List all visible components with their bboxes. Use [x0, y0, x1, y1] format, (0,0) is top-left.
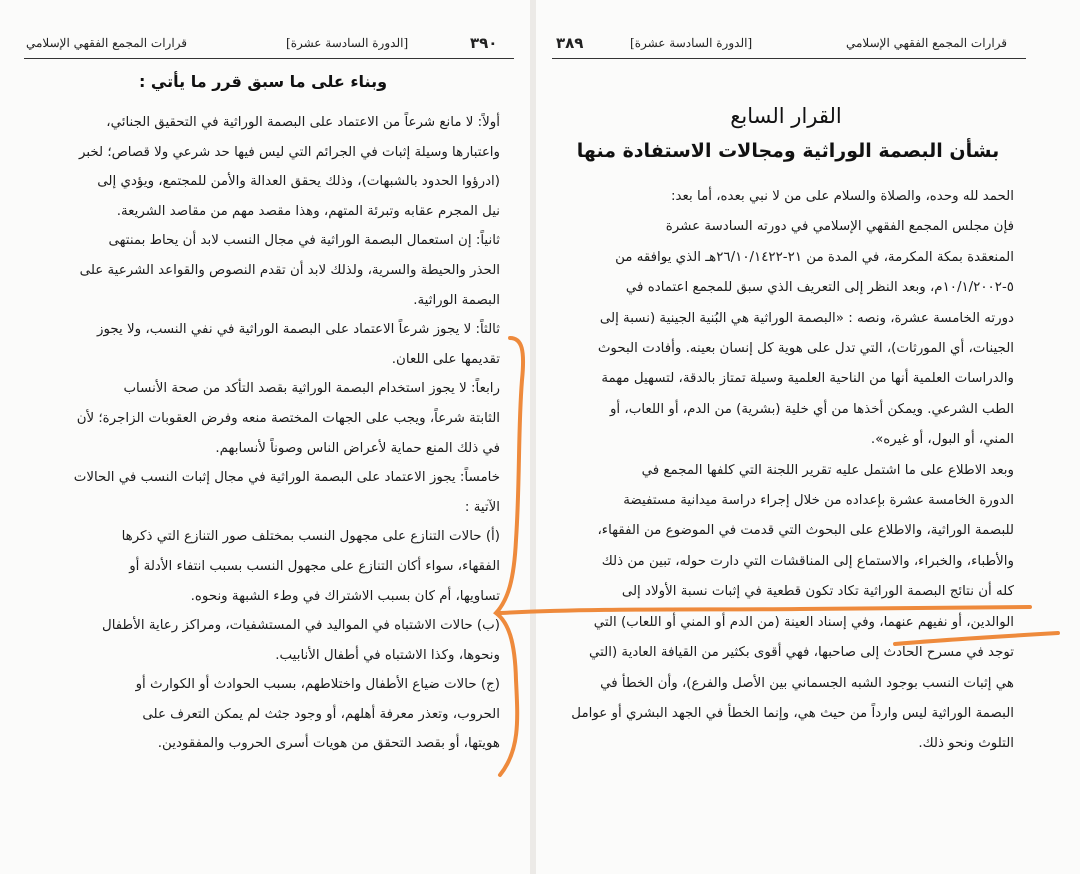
left-body-line: أولاً: لا مانع شرعاً من الاعتماد على البصمة الوراثية في التحقيق الجنائي، — [106, 115, 500, 130]
left-body-line: تساويها، أم كان بسبب الاشتراك في وطء الشبهة ونحوه. — [190, 588, 500, 604]
right-header-rule — [552, 58, 1026, 59]
left-body-line: واعتبارها وسيلة إثبات في الجرائم التي ليس فيها حد شرعي ولا قصاص؛ لخبر — [78, 144, 500, 160]
left-page — [0, 0, 530, 874]
right-body-line: الجينات، أي المورثات)، التي تدل على هوية كل إنسان بعينه. وأفادت البحوث — [597, 341, 1014, 357]
right-body-line: الدورة الخامسة عشرة بإعداده من خلال إجراء دراسة ميدانية مستفيضة — [623, 493, 1014, 509]
left-body-line: رابعاً: لا يجوز استخدام البصمة الوراثية بقصد التأكد من صحة الأنساب — [123, 381, 500, 397]
left-body-line: في ذلك المنع حماية لأعراض الناس وصوناً لأنسابهم. — [215, 440, 500, 456]
right-body-line: وبعد الاطلاع على ما اشتمل عليه تقرير اللجنة التي كلفها المجمع في — [641, 462, 1014, 478]
left-intro-heading: وبناء على ما سبق قرر ما يأتي : — [138, 72, 388, 91]
right-body-line: والأطباء، والخبراء، والاستماع إلى المناقشات التي دارت حوله، تبين من ذلك — [601, 553, 1014, 569]
right-body-line: للبصمة الوراثية، والاطلاع على البحوث التي قدمت في الموضوع من الفقهاء، — [597, 523, 1014, 539]
left-body-line: نيل المجرم عقابه وتبرئة المتهم، وهذا مقصد مهم من مقاصد الشريعة. — [116, 203, 500, 219]
left-body-line: هويتها، أو بقصد التحقق من هويات أسرى الحروب والمفقودين. — [157, 736, 500, 752]
left-body-line: (ب) حالات الاشتباه في المواليد في المستشفيات، ومراكز رعاية الأطفال — [101, 618, 500, 634]
left-body-line: تقديمها على اللعان. — [391, 351, 500, 367]
right-body-line: الوالدين، أو نفيهم عنهما، وفي إسناد العينة (من الدم أو المني أو اللعاب) التي — [593, 614, 1014, 630]
right-page — [536, 0, 1080, 874]
left-body-text — [40, 108, 500, 759]
left-body-line: الفقهاء، سواء أكان التنازع على مجهول النسب بسبب انتفاء الأدلة أو — [129, 558, 500, 574]
left-body-line: الحذر والحيطة والسرية، ولذلك لابد أن تقدم النصوص والقواعد الشرعية على — [79, 262, 500, 278]
left-body-line: الحروب، وتعذر معرفة أهلهم، أو وجود جثث لم يمكن التعرف على — [142, 706, 500, 722]
left-header-session: [الدورة السادسة عشرة] — [286, 36, 409, 50]
right-body-line: فإن مجلس المجمع الفقهي الإسلامي في دورته السادسة عشرة — [665, 219, 1014, 235]
left-page-header — [18, 34, 518, 56]
left-body-line: الآتية : — [464, 499, 500, 515]
right-body-line: المنعقدة بمكة المكرمة، في المدة من ٢١-٢٦/١٠/١٤٢٢هـ الذي يوافقه من — [615, 249, 1014, 265]
left-body-line: البصمة الوراثية. — [413, 292, 500, 308]
left-body-line: (أ) حالات التنازع على مجهول النسب بمختلف صور التنازع التي ذكرها — [121, 529, 500, 545]
right-body-line: توجد في مسرح الحادث إلى صاحبها، فهي أقوى بكثير من القيافة العادية (التي — [588, 645, 1014, 661]
left-header-book-title: قرارات المجمع الفقهي الإسلامي — [26, 36, 188, 50]
right-body-line: البصمة الوراثية ليس وارداً من حيث هي، وإنما الخطأ في الجهد البشري أو عوامل — [571, 705, 1014, 721]
left-body-line: (ج) حالات ضياع الأطفال واختلاطهم، بسبب الحوادث أو الكوارث أو — [135, 677, 500, 693]
right-header-page-number: ٣٨٩ — [556, 34, 584, 52]
left-header-rule — [24, 58, 514, 59]
right-body-line: الحمد لله وحده، والصلاة والسلام على من لا نبي بعده، أما بعد: — [671, 189, 1014, 204]
right-body-line: والدراسات العلمية أنها من الناحية العلمية وسيلة تمتاز بالدقة، لتسهيل مهمة — [601, 371, 1014, 387]
right-body-line: كله أن نتائج البصمة الوراثية تكاد تكون قطعية في إثبات نسبة الأولاد إلى — [621, 584, 1014, 600]
left-body-line: ونحوها، وكذا الاشتباه في أطفال الأنابيب. — [275, 647, 500, 663]
left-body-line: الثابتة شرعاً، ويجب على الجهات المختصة منعه وفرض العقوبات الزاجرة؛ لأن — [76, 410, 500, 426]
left-header-page-number: ٣٩٠ — [470, 34, 498, 52]
right-body-line: دورته الخامسة عشرة، ونصه : «البصمة الوراثية هي البُنية الجينية (نسبة إلى — [599, 310, 1014, 326]
left-body-line: (ادرؤوا الحدود بالشبهات)، وذلك يحقق العدالة والأمن للمجتمع، ويؤدي إلى — [97, 174, 500, 190]
left-body-line: ثالثاً: لا يجوز شرعاً الاعتماد على البصمة الوراثية في نفي النسب، ولا يجوز — [97, 322, 500, 338]
right-body-line: التلوث ونحو ذلك. — [918, 736, 1014, 752]
right-body-line: هي إثبات النسب بوجود الشبه الجسماني بين الأصل والفرع)، وأن الخطأ في — [600, 675, 1014, 691]
left-body-line: خامساً: يجوز الاعتماد على البصمة الوراثية في مجال إثبات النسب في الحالات — [73, 470, 500, 486]
decision-title: القرار السابع — [730, 104, 842, 128]
right-body-line: الطب الشرعي. ويمكن أخذها من أي خلية (بشرية) من الدم، أو اللعاب، أو — [609, 401, 1014, 417]
right-header-book-title: قرارات المجمع الفقهي الإسلامي — [846, 36, 1008, 50]
right-body-text — [548, 182, 1014, 760]
left-body-line: ثانياً: إن استعمال البصمة الوراثية في مجال النسب لابد أن يحاط بمنتهى — [108, 233, 500, 249]
right-body-line: ٥-١٠/١/٢٠٠٢م، وبعد النظر إلى التعريف الذي سبق للمجمع اعتماده في — [625, 280, 1014, 296]
right-page-header — [546, 34, 1054, 56]
right-header-session: [الدورة السادسة عشرة] — [630, 36, 753, 50]
decision-subtitle: بشأن البصمة الوراثية ومجالات الاستفادة منها — [576, 140, 1000, 162]
right-body-line: المني، أو البول، أو غيره». — [870, 432, 1014, 448]
